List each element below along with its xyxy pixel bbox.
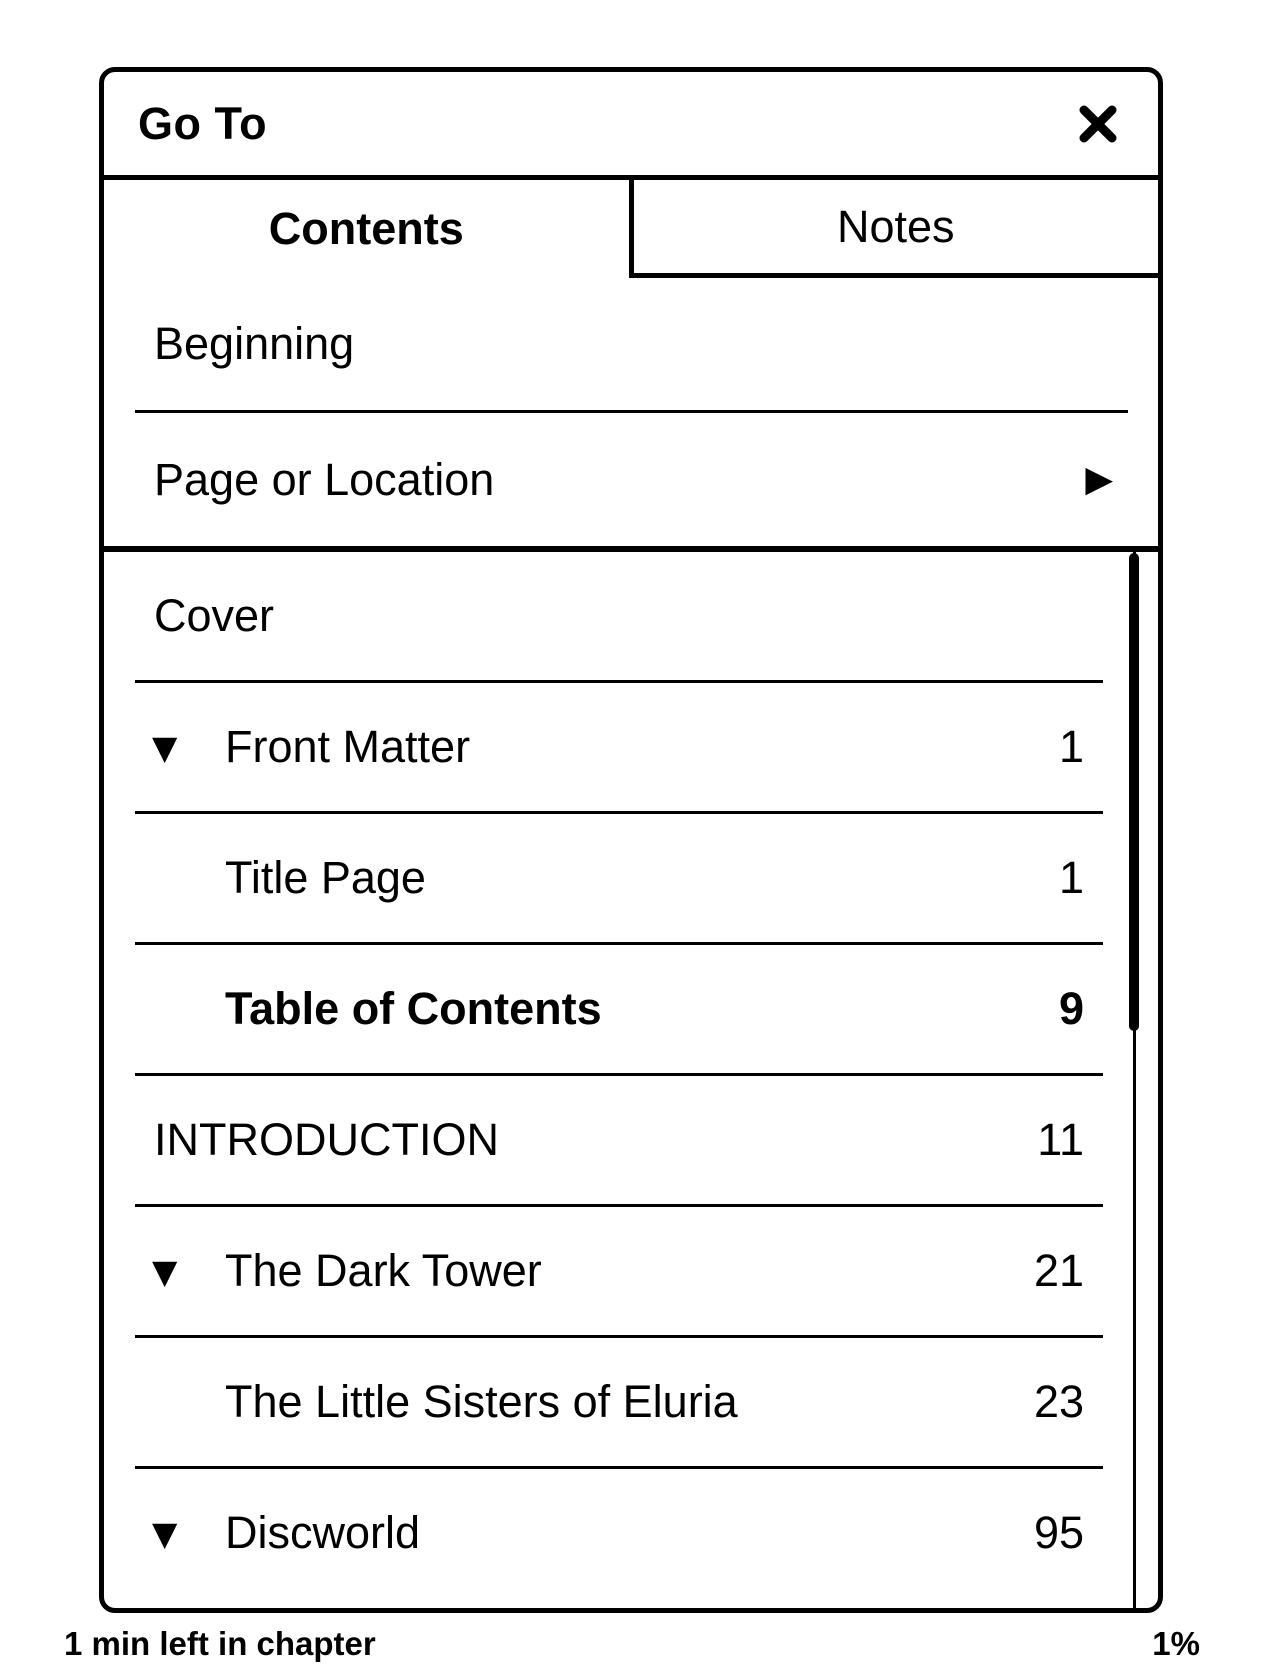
close-button[interactable] bbox=[1076, 102, 1120, 146]
menu-item-page-or-location-label: Page or Location bbox=[154, 453, 495, 505]
toc-row-table-of-contents[interactable] bbox=[104, 945, 1158, 1073]
toc-row-the-little-sisters-of-eluria[interactable] bbox=[104, 1338, 1158, 1466]
close-icon bbox=[1077, 103, 1119, 145]
toc-row-the-dark-tower[interactable] bbox=[104, 1207, 1158, 1335]
toc-item-label: The Little Sisters of Eluria bbox=[225, 1376, 738, 1427]
toc-item-page: 9 bbox=[1058, 983, 1084, 1034]
toc-item-page: 1 bbox=[1058, 852, 1084, 903]
tab-contents[interactable] bbox=[104, 180, 629, 278]
collapse-triangle-icon[interactable]: ▼ bbox=[152, 727, 178, 767]
toc-row-discworld[interactable] bbox=[104, 1469, 1158, 1597]
dialog-title: Go To bbox=[138, 97, 268, 149]
toc-item-label: Discworld bbox=[225, 1507, 421, 1558]
toc-row-cover[interactable] bbox=[104, 552, 1158, 680]
toc-row-introduction[interactable] bbox=[104, 1076, 1158, 1204]
menu-item-page-or-location[interactable] bbox=[104, 413, 1158, 546]
tab-contents-label: Contents bbox=[268, 203, 464, 254]
toc-row-front-matter[interactable] bbox=[104, 683, 1158, 811]
toc-item-label: Front Matter bbox=[225, 721, 471, 772]
tab-notes-label: Notes bbox=[836, 200, 955, 252]
toc-item-page: 95 bbox=[1033, 1507, 1084, 1558]
collapse-triangle-icon[interactable]: ▼ bbox=[152, 1513, 178, 1553]
toc-item-label: Table of Contents bbox=[225, 983, 602, 1034]
menu-item-beginning-label: Beginning bbox=[154, 318, 355, 369]
toc-item-label: Title Page bbox=[225, 852, 426, 903]
toc-item-page: 23 bbox=[1033, 1376, 1084, 1427]
toc-item-page: 11 bbox=[1037, 1114, 1084, 1165]
toc-item-label: Cover bbox=[154, 590, 275, 641]
toc-row-title-page[interactable] bbox=[104, 814, 1158, 942]
goto-menu bbox=[104, 278, 1158, 546]
tab-notes[interactable] bbox=[629, 180, 1159, 278]
toc-item-label: The Dark Tower bbox=[225, 1245, 542, 1296]
collapse-triangle-icon[interactable]: ▼ bbox=[152, 1251, 178, 1291]
forward-arrow-icon: ▶ bbox=[1085, 458, 1113, 500]
toc-list bbox=[104, 546, 1158, 1608]
toc-item-page: 1 bbox=[1058, 721, 1084, 772]
time-left-label: 1 min left in chapter bbox=[64, 1625, 376, 1662]
toc-rows bbox=[104, 552, 1158, 1597]
toc-item-label: INTRODUCTION bbox=[154, 1114, 499, 1165]
dialog-header bbox=[104, 72, 1158, 180]
goto-dialog bbox=[99, 67, 1163, 1613]
scrollbar-thumb[interactable] bbox=[1129, 553, 1139, 1031]
toc-item-page: 21 bbox=[1033, 1245, 1084, 1296]
status-bar bbox=[64, 1620, 1200, 1668]
menu-item-beginning[interactable] bbox=[104, 278, 1158, 410]
tab-bar bbox=[104, 180, 1158, 278]
progress-percent: 1% bbox=[1152, 1625, 1200, 1662]
